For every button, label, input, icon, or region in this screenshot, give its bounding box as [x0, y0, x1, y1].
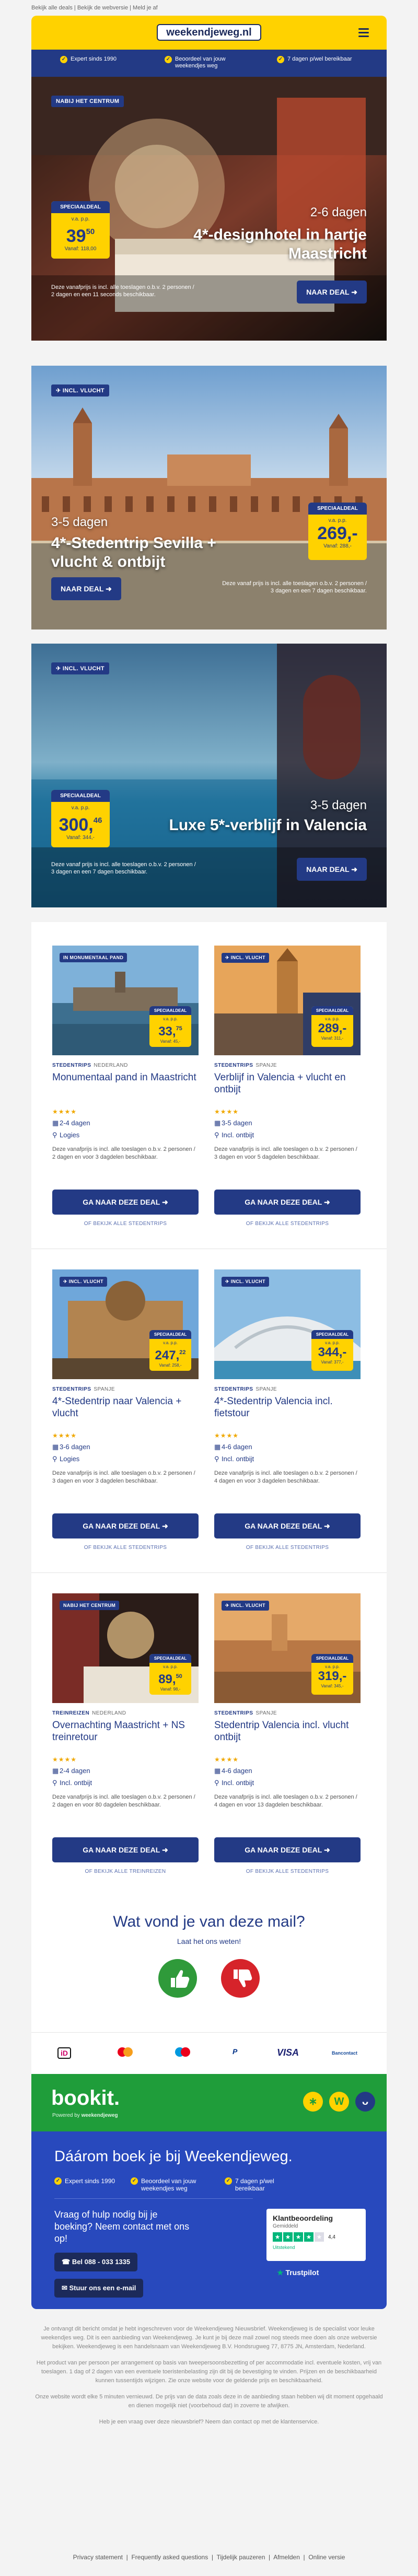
card-category: STEDENTRIPS SPANJE: [214, 1386, 277, 1392]
cutlery-icon: ⚲: [214, 1131, 219, 1139]
deal-image[interactable]: [52, 1269, 199, 1379]
call-button[interactable]: ☎ Bel 088 - 033 1335: [54, 2253, 137, 2271]
hero-note: Deze vanafprijs is incl. alle toeslagen o.b.v. 2 personen / 2 dagen en een 11 seconds beschikbaar.: [51, 284, 194, 298]
card-tag: ✈ INCL. VLUCHT: [60, 1277, 107, 1287]
paypal-logo: P: [233, 2047, 238, 2056]
view-all-link[interactable]: OF BEKIJK ALLE STEDENTRIPS: [246, 1869, 329, 1874]
bookit-app-icon-2: W: [329, 2092, 349, 2112]
price-badge: SPECIAALDEAL v.a. p.p. 89,50 Vanaf: 98,-: [149, 1654, 191, 1695]
usp-bar: [31, 50, 387, 77]
cutlery-icon: ⚲: [214, 1779, 219, 1787]
bookit-tagline: Powered by weekendjeweg: [52, 2113, 118, 2118]
hero-note: Deze vanaf prijs is incl. alle toeslagen o.b.v. 2 personen / 3 dagen en een 7 dagen beschikbaar.: [222, 580, 367, 594]
trustpilot-widget[interactable]: [266, 2209, 366, 2261]
price-badge: SPECIAALDEAL v.a. p.p. 289,- Vanaf: 311,-: [311, 1006, 353, 1047]
bancontact-logo: Bancontact: [332, 2050, 358, 2056]
card-tag: NABIJ HET CENTRUM: [60, 1601, 119, 1610]
price-value: $39^{50}$: [66, 226, 95, 246]
deal-image[interactable]: [214, 946, 361, 1055]
preheader[interactable]: Bekijk alle deals | Bekijk de webversie | Meld je af: [31, 5, 158, 11]
hero-tag: ✈ INCL. VLUCHT: [51, 384, 109, 397]
menu-icon[interactable]: [358, 28, 369, 39]
card-category: STEDENTRIPS NEDERLAND: [52, 1063, 128, 1068]
card-description: Deze vanafprijs is incl. alle toeslagen o.b.v. 2 personen / 4 dagen en voor 13 dagdelen beschikbaar.: [214, 1794, 357, 1808]
deal-card[interactable]: [52, 1269, 199, 1551]
price-badge: SPECIAALDEAL v.a. p.p. 319,- Vanaf: 345,-: [311, 1654, 353, 1695]
faq-link[interactable]: Frequently asked questions: [131, 2554, 208, 2561]
price-badge: [51, 790, 110, 847]
email-button[interactable]: ✉ Stuur ons een e-mail: [54, 2279, 143, 2298]
unsubscribe-link[interactable]: Afmelden: [273, 2554, 300, 2561]
view-all-link[interactable]: OF BEKIJK ALLE STEDENTRIPS: [84, 1545, 167, 1551]
card-description: Deze vanafprijs is incl. alle toeslagen o.b.v. 2 personen / 3 dagen en voor 3 dagdelen beschikbaar.: [52, 1470, 195, 1484]
feedback-subtitle: Laat het ons weten!: [177, 1937, 241, 1945]
card-tag: ✈ INCL. VLUCHT: [222, 1601, 269, 1611]
naar-deal-button[interactable]: NAAR DEAL ➜: [297, 858, 367, 881]
bookit-banner[interactable]: [31, 2074, 387, 2131]
price-from: Vanaf: 118,00: [64, 246, 97, 252]
card-title[interactable]: 4*-Stedentrip Valencia incl. fietstour: [214, 1396, 333, 1419]
star-rating: ★★★★: [52, 1108, 77, 1115]
brand-logo[interactable]: weekendjeweg.nl: [157, 24, 261, 41]
review-title: Klantbeoordeling: [273, 2214, 333, 2222]
card-duration: ▦ 3-6 dagen: [52, 1443, 90, 1451]
calendar-icon: ▦: [214, 1119, 221, 1127]
hero-deal-maastricht[interactable]: [31, 77, 387, 341]
divider: [54, 2198, 253, 2199]
visa-logo: VISA: [277, 2047, 299, 2058]
why-section: [31, 2131, 387, 2309]
feedback-title: Wat vond je van deze mail?: [113, 1913, 305, 1930]
check-icon: ✓: [131, 2177, 138, 2185]
calendar-icon: ▦: [52, 1443, 59, 1451]
card-title[interactable]: Stedentrip Valencia incl. vlucht ontbijt: [214, 1720, 349, 1743]
review-score: 4,4: [328, 2234, 335, 2240]
naar-deal-button[interactable]: NAAR DEAL ➜: [297, 281, 367, 304]
check-icon: ✓: [60, 56, 67, 63]
usp-item: ✓ Expert sinds 1990: [60, 56, 117, 63]
review-label: Uitstekend: [273, 2245, 295, 2250]
special-label: SPECIAALDEAL: [308, 503, 367, 515]
footer-text: Je ontvangt dit bericht omdat je hebt ingeschreven voor de Weekendjeweg Nieuwsbrief. Weekendjeweg is de specialist voor leuke weekendjes weg. Dit is een aanbieding van Weekendjeweg. Je kunt je bij deze mail zowel nog steeds mee doen als onze webversie bekijken. Weekendjeweg is een handelsnaam van Weekendjeweg B.V. Hondsrugweg 77, 8775 JN, Amsterdam, Nederland. Het product van per persoon per arrangement op basis van tweepersoonsbezetting of per accommodatie incl. eventuele kosten, vrij van toeslagen. 1 dag of 2 dagen van een eventuele toeristenbelasting zijn dit bij de bevestiging te vinden. Prijzen en de beschikbaarheid kunnen tussentijds wijzigen. Zie onze website voor de geldende prijs en beschikbaarheid. Onze website wordt elke 5 minuten vernieuwd. De prijs van de data zoals deze in de aanbieding staan hebben wij dit moment opgehaald en dienen mogelijk niet (voorbehoud dat) in zoverre te afwijken. Heb je een vraag over deze nieuwsbrief? Neem dan contact op met de klantenservice.: [35, 2326, 383, 2425]
card-duration: ▦ 2-4 dagen: [52, 1767, 90, 1775]
hero-duration: 3-5 dagen: [51, 515, 108, 529]
privacy-link[interactable]: Privacy statement: [73, 2554, 123, 2561]
help-text: Vraag of hulp nodig bij je boeking? Neem contact met ons op!: [54, 2209, 190, 2244]
card-title[interactable]: 4*-Stedentrip naar Valencia + vlucht: [52, 1396, 182, 1419]
deal-card[interactable]: [214, 1593, 361, 1874]
star-rating: ★★★★: [214, 1432, 239, 1439]
card-board: ⚲ Logies: [52, 1455, 80, 1463]
price-prefix: v.a. p.p.: [328, 518, 347, 523]
card-board: ⚲ Incl. ontbijt: [214, 1131, 254, 1139]
header: [31, 16, 387, 50]
maestro-logo: [175, 2047, 190, 2058]
view-all-link[interactable]: OF BEKIJK ALLE STEDENTRIPS: [246, 1545, 329, 1551]
bookit-app-icon-3: ᴗ: [355, 2092, 375, 2112]
go-to-deal-button[interactable]: GA NAAR DEZE DEAL ➜: [214, 1190, 361, 1215]
price-badge: SPECIAALDEAL v.a. p.p. 33,75 Vanaf: 45,-: [149, 1006, 191, 1047]
cutlery-icon: ⚲: [214, 1455, 219, 1463]
go-to-deal-button[interactable]: GA NAAR DEZE DEAL ➜: [52, 1837, 199, 1862]
card-tag: IN MONUMENTAAL PAND: [60, 953, 127, 962]
price-badge: SPECIAALDEAL v.a. p.p. 344,- Vanaf: 377,-: [311, 1330, 353, 1371]
deal-card[interactable]: [214, 946, 361, 1227]
check-icon: ✓: [54, 2177, 62, 2185]
divider: [31, 1572, 387, 1573]
bed-icon: ⚲: [52, 1455, 57, 1463]
star-rating: ★★★★: [214, 1756, 239, 1763]
price-prefix: v.a. p.p.: [71, 216, 90, 222]
ideal-logo: iD: [57, 2047, 71, 2059]
hero-tag: ✈ INCL. VLUCHT: [51, 662, 109, 674]
check-icon: ✓: [277, 56, 284, 63]
hero-title[interactable]: 4*-Stedentrip Sevilla + vlucht & ontbijt: [51, 534, 216, 570]
card-board: ⚲ Incl. ontbijt: [52, 1779, 92, 1787]
price-badge: [51, 201, 110, 259]
view-all-link[interactable]: OF BEKIJK ALLE STEDENTRIPS: [84, 1221, 167, 1227]
thumbs-up-button[interactable]: [158, 1959, 197, 1998]
card-board: ⚲ Incl. ontbijt: [214, 1455, 254, 1463]
special-label: SPECIAALDEAL: [51, 201, 110, 213]
hero-deal-sevilla[interactable]: [31, 366, 387, 630]
deal-image[interactable]: [214, 1269, 361, 1379]
trustpilot-logo: ★ Trustpilot: [277, 2268, 319, 2277]
card-duration: ▦ 4-6 dagen: [214, 1767, 252, 1775]
price-from: Vanaf: 288,-: [323, 543, 352, 549]
card-duration: ▦ 4-6 dagen: [214, 1443, 252, 1451]
thumbs-down-button[interactable]: [221, 1959, 260, 1998]
go-to-deal-button[interactable]: GA NAAR DEZE DEAL ➜: [214, 1513, 361, 1538]
card-tag: ✈ INCL. VLUCHT: [222, 1277, 269, 1287]
card-description: Deze vanafprijs is incl. alle toeslagen o.b.v. 2 personen / 2 dagen en voor 3 dagdelen beschikbaar.: [52, 1146, 195, 1160]
price-value: 300,46: [59, 815, 102, 835]
card-category: STEDENTRIPS SPANJE: [214, 1063, 277, 1068]
card-board: ⚲ Incl. ontbijt: [214, 1779, 254, 1787]
why-title: Dáárom boek je bij Weekendjeweg.: [54, 2148, 293, 2165]
deal-card[interactable]: [52, 1593, 199, 1874]
deal-image[interactable]: [52, 946, 199, 1055]
view-all-link[interactable]: OF BEKIJK ALLE STEDENTRIPS: [246, 1221, 329, 1227]
deal-image[interactable]: [52, 1593, 199, 1703]
price-badge: [308, 503, 367, 560]
go-to-deal-button[interactable]: GA NAAR DEZE DEAL ➜: [52, 1513, 199, 1538]
view-all-link[interactable]: OF BEKIJK ALLE TREINREIZEN: [85, 1869, 166, 1874]
hero-deal-valencia[interactable]: [31, 644, 387, 907]
check-icon: ✓: [165, 56, 172, 63]
card-description: Deze vanafprijs is incl. alle toeslagen o.b.v. 2 personen / 4 dagen en voor 3 dagdelen beschikbaar.: [214, 1470, 357, 1484]
calendar-icon: ▦: [214, 1767, 221, 1775]
price-badge: SPECIAALDEAL v.a. p.p. 247,22 Vanaf: 258,-: [149, 1330, 191, 1371]
card-title[interactable]: Overnachting Maastricht + NS treinretour: [52, 1720, 185, 1743]
card-category: STEDENTRIPS SPANJE: [52, 1386, 115, 1392]
hero-duration: 2-6 dagen: [310, 205, 367, 219]
price-from: Vanaf: 344,-: [66, 835, 95, 841]
why-usp: ✓ 7 dagen p/wel bereikbaar: [225, 2177, 303, 2192]
bookit-app-icon-1: ∗: [303, 2092, 323, 2112]
feedback-section: [31, 1891, 387, 2032]
why-usp: ✓ Expert sinds 1990: [54, 2177, 115, 2185]
online-version-link[interactable]: Online versie: [308, 2554, 345, 2561]
card-board: ⚲ Logies: [52, 1131, 80, 1139]
usp-item: ✓ Beoordeel van jouw weekendjes weg: [165, 56, 253, 69]
deal-card[interactable]: [214, 1269, 361, 1551]
card-tag: ✈ INCL. VLUCHT: [222, 953, 269, 963]
price-prefix: v.a. p.p.: [71, 805, 90, 811]
card-duration: ▦ 2-4 dagen: [52, 1119, 90, 1127]
check-icon: ✓: [225, 2177, 232, 2185]
hero-title[interactable]: Luxe 5*-verblijf in Valencia: [169, 817, 367, 834]
pause-link[interactable]: Tijdelijk pauzeren: [216, 2554, 265, 2561]
card-duration: ▦ 3-5 dagen: [214, 1119, 252, 1127]
go-to-deal-button[interactable]: GA NAAR DEZE DEAL ➜: [214, 1837, 361, 1862]
thumbs-down-icon: [221, 1959, 260, 1998]
card-category: STEDENTRIPS SPANJE: [214, 1710, 277, 1716]
why-usp: ✓ Beoordeel van jouw weekendjes weg: [131, 2177, 209, 2192]
go-to-deal-button[interactable]: GA NAAR DEZE DEAL ➜: [52, 1190, 199, 1215]
card-description: Deze vanafprijs is incl. alle toeslagen o.b.v. 2 personen / 3 dagen en voor 5 dagdelen beschikbaar.: [214, 1146, 357, 1160]
thumbs-up-icon: [158, 1959, 197, 1998]
hero-duration: 3-5 dagen: [310, 798, 367, 812]
hero-tag: NABIJ HET CENTRUM: [51, 96, 124, 107]
cutlery-icon: ⚲: [52, 1779, 57, 1787]
mastercard-logo: [118, 2047, 133, 2058]
calendar-icon: ▦: [52, 1767, 59, 1775]
cutlery-icon: ⚲: [52, 1131, 57, 1139]
card-description: Deze vanafprijs is incl. alle toeslagen o.b.v. 2 personen / 2 dagen en voor 80 dagdelen beschikbaar.: [52, 1794, 195, 1808]
review-sub: Gemiddeld: [273, 2223, 298, 2229]
hero-title[interactable]: 4*-designhotel in hartje Maastricht: [193, 226, 367, 262]
footer-links: Privacy statement | Frequently asked questions | Tijdelijk pauzeren | Afmelden | Online versie: [73, 2554, 345, 2561]
bookit-logo: bookit.: [51, 2087, 120, 2109]
card-category: TREINREIZEN NEDERLAND: [52, 1710, 126, 1716]
calendar-icon: ▦: [214, 1443, 221, 1451]
deal-card[interactable]: [52, 946, 199, 1227]
payment-methods: [31, 2032, 387, 2074]
star-rating: ★★★★: [52, 1432, 77, 1439]
naar-deal-button[interactable]: NAAR DEAL ➜: [51, 577, 121, 600]
hero-note: Deze vanaf prijs is incl. alle toeslagen o.b.v. 2 personen / 3 dagen en een 7 dagen beschikbaar.: [51, 861, 196, 875]
special-label: SPECIAALDEAL: [51, 790, 110, 802]
card-title[interactable]: Verblijf in Valencia + vlucht en ontbijt: [214, 1072, 346, 1095]
usp-item: ✓ 7 dagen p/wel bereikbaar: [277, 56, 371, 63]
price-value: 269,-: [317, 523, 358, 543]
card-title[interactable]: Monumentaal pand in Maastricht: [52, 1072, 196, 1083]
calendar-icon: ▦: [52, 1119, 59, 1127]
deal-image[interactable]: [214, 1593, 361, 1703]
star-rating: ★★★★: [52, 1756, 77, 1763]
trustpilot-stars: ★ ★ ★ ★ ★ 4,4: [273, 2232, 359, 2242]
star-rating: ★★★★: [214, 1108, 239, 1115]
